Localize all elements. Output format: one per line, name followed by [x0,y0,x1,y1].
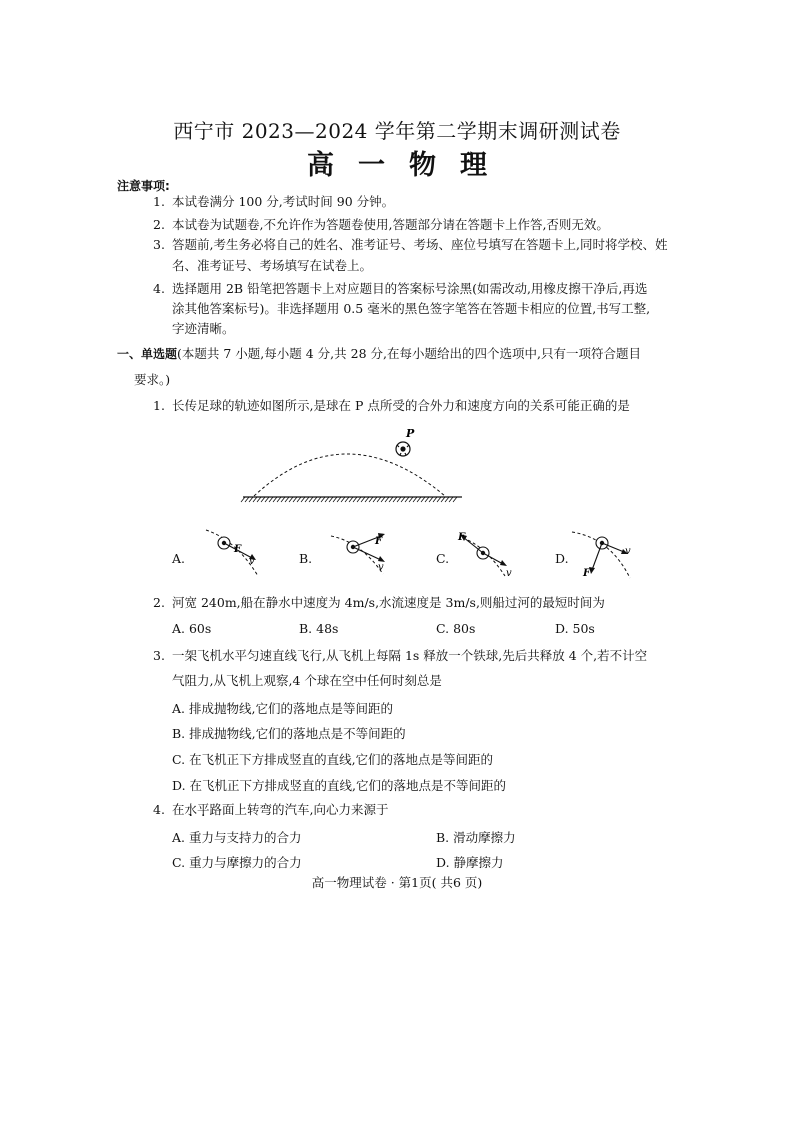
emphasis-char: 水 [184,802,198,817]
option-1b-label: B. [299,551,313,566]
notice-item-4: 4. 选择题用 2B 铅笔把答题卡上对应题目的答案标号涂黑(如需改动,用橡皮擦干净后,再选 [153,281,648,296]
question-1: 1. 长传足球的轨迹如图所示,是球在 P 点所受的合外力和速度方向的关系可能正确的是 [153,398,630,413]
svg-text:F: F [375,536,383,547]
option-3b: B. 排成抛物线,它们的落地点是不等间距的 [172,726,406,741]
question-3: 3. 一架飞机水平匀速直线飞行,从飞机上每隔 1s 释放一个铁球,先后共释放 4 个,若不计空 [153,648,648,663]
option-1a-label: A. [172,551,186,566]
section-intro: 一、单选题(本题共 7 小题,每小题 4 分,共 28 分,在每小题给出的四个选项中,只有一项符合题目 [117,346,641,361]
point-p-label: P [406,427,415,440]
option-1d-figure [568,528,638,580]
option-2d: D. 50s [555,621,595,636]
page-footer: 高一物理试卷 · 第1页( 共6 页) [311,875,483,890]
notice-item-4-cont1: 涂其他答案标号)。非选择题用 0.5 毫米的黑色签字笔答在答题卡相应的位置,书写工整, [172,301,651,316]
exam-title: 西宁市 2023—2024 学年第二学期末调研测试卷 [173,119,621,143]
notice-item-2: 2. 本试卷为试题卷,不允许作为答题卷使用,答题部分请在答题卡上作答,否则无效。 [153,217,609,232]
exam-subject: 高一物理 [307,150,511,181]
option-1c-figure [455,528,525,580]
notice-item-3-cont: 名、准考证号、考场填写在试卷上。 [172,258,373,273]
section-intro-cont: 要求。) [134,372,171,387]
soccer-ball-icon [396,442,410,456]
notice-item-4-cont2: 字迹清晰。 [172,321,235,336]
option-1c-label: C. [436,551,450,566]
option-1b-figure [325,528,395,580]
notice-item-1: 1. 本试卷满分 100 分,考试时间 90 分钟。 [153,194,395,209]
option-3a: A. 排成抛物线,它们的落地点是等间距的 [172,701,393,716]
option-2b: B. 48s [299,621,339,636]
option-4b: B. 滑动摩擦力 [436,830,516,845]
option-3c: C. 在飞机正下方排成竖直的直线,它们的落地点是等间距的 [172,752,494,767]
svg-text:v: v [506,568,512,579]
question-2: 2. 河宽 240m,船在静水中速度为 4m/s,水流速度是 3m/s,则船过河的最短时间为 [153,595,605,610]
svg-text:F: F [583,568,591,579]
trajectory-path [254,454,445,496]
svg-text:v: v [378,562,384,573]
svg-text:v: v [249,556,255,567]
option-3d: D. 在飞机正下方排成竖直的直线,它们的落地点是不等间距的 [172,778,506,793]
svg-text:F: F [458,532,466,543]
notice-item-3: 3. 答题前,考生务必将自己的姓名、准考证号、考场、座位号填写在答题卡上,同时将学校、姓 [153,237,668,252]
option-4d: D. 静摩擦力 [436,855,504,870]
option-4a: A. 重力与支持力的合力 [172,830,302,845]
option-4c: C. 重力与摩擦力的合力 [172,855,302,870]
trajectory-figure [240,420,465,510]
section-heading: 一、单选题 [117,347,178,361]
option-2c: C. 80s [436,621,476,636]
option-2a: A. 60s [172,621,212,636]
notice-heading: 注意事项: [117,179,170,193]
option-1d-label: D. [555,551,569,566]
question-3-cont: 气阻力,从飞机上观察,4 个球在空中任何时刻总是 [172,673,442,688]
svg-text:v: v [625,546,631,557]
ground-hatching [241,497,457,502]
question-4: 4. 在水平路面上转弯的汽车,向心力来源于 [153,802,389,817]
svg-text:F: F [234,544,242,555]
option-1a-figure [200,528,270,580]
emphasis-char: 平 [197,802,210,817]
